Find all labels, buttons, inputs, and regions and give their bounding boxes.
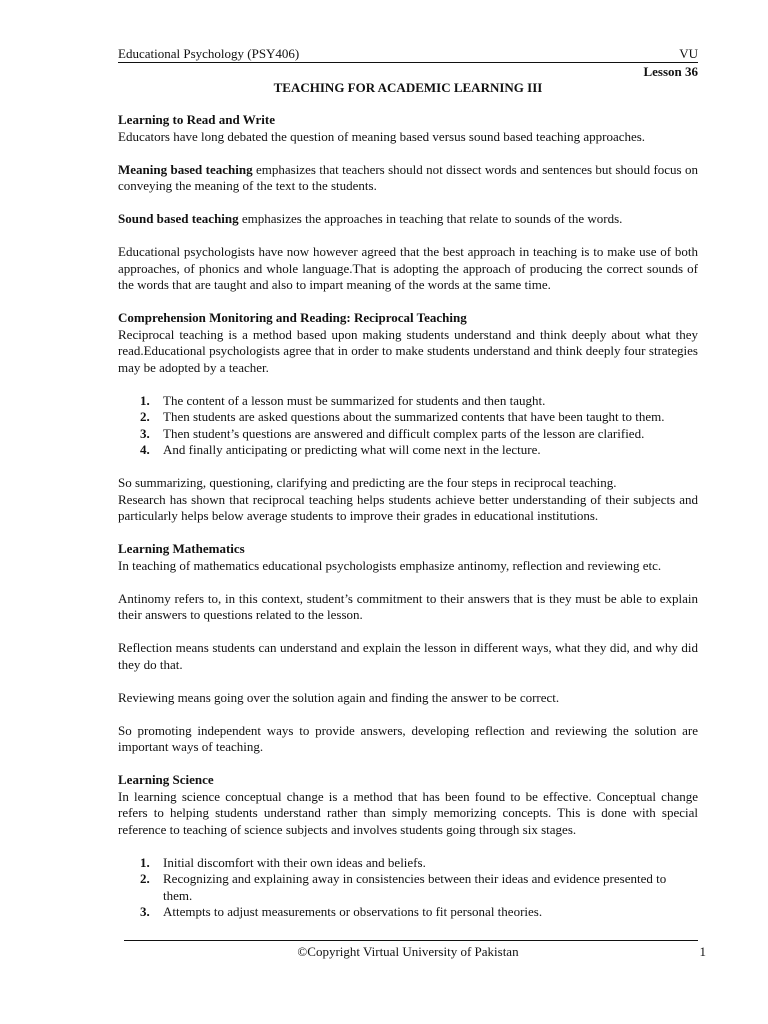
paragraph-reciprocal-intro: Reciprocal teaching is a method based upon making students understand and think deeply about what they read.Educational psychologists agree that in order to make students understand and think deeply four strategies may be adopted by a teacher. <box>118 326 698 375</box>
list-text: Then students are asked questions about the summarized contents that have been taught to them. <box>163 409 665 424</box>
list-text: Attempts to adjust measurements or observations to fit personal theories. <box>163 904 543 919</box>
list-number: 3. <box>140 425 150 441</box>
paragraph-sound-based <box>118 211 698 228</box>
paragraph-reviewing: Reviewing means going over the solution again and finding the answer to be correct. <box>118 689 560 705</box>
list-number: 4. <box>140 442 150 457</box>
list-text: Then student’s questions are answered and difficult complex parts of the lesson are clarified. <box>163 425 645 441</box>
course-title: Educational Psychology (PSY406) <box>118 46 300 61</box>
section-heading-science: Learning Science <box>118 772 214 787</box>
list-number: 3. <box>140 904 150 919</box>
reciprocal-steps-list <box>118 393 698 459</box>
list-number: 2. <box>140 871 150 886</box>
list-number: 2. <box>140 409 150 424</box>
list-item <box>118 871 698 904</box>
copyright-notice: ©Copyright Virtual University of Pakistan <box>297 944 519 959</box>
section-heading-math: Learning Mathematics <box>118 541 245 556</box>
footer-rule <box>124 940 698 941</box>
list-item <box>118 855 698 872</box>
meaning-based-text: emphasizes that teachers should not dissect words and sentences but should focus on conveying the meaning of the text to the students. <box>118 161 698 193</box>
list-text: Recognizing and explaining away in consistencies between their ideas and evidence presented to them. <box>163 871 667 903</box>
document-body <box>118 112 698 937</box>
science-steps-list <box>118 855 698 921</box>
paragraph-math-intro: In teaching of mathematics educational psychologists emphasize antinomy, reflection and reviewing etc. <box>118 557 662 573</box>
paragraph-math-conclusion: So promoting independent ways to provide answers, developing reflection and reviewing the solution are important ways of teaching. <box>118 722 698 754</box>
list-text: And finally anticipating or predicting what will come next in the lecture. <box>163 442 541 457</box>
paragraph-agreement: Educational psychologists have now however agreed that the best approach in teaching is to make use of both approaches, of phonics and whole language.That is adopting the approach of producing the correct sounds of the words that are taught and also to impart meaning of the words at the same time. <box>118 244 698 292</box>
lesson-number: Lesson 36 <box>643 64 698 79</box>
institution-label: VU <box>679 46 698 61</box>
list-number: 1. <box>140 854 150 870</box>
list-item <box>118 442 698 459</box>
paragraph-science-intro: In learning science conceptual change is a method that has been found to be effective. Conceptual change refers to helping students understand rather than simply memorizing concepts. This is done with special reference to teaching of science subjects and involves students going through six stages. <box>118 788 698 837</box>
sound-based-text: emphasizes the approaches in teaching that relate to sounds of the words. <box>238 211 623 226</box>
paragraph-meaning-based <box>118 162 698 195</box>
paragraph-reciprocal-research: Research has shown that reciprocal teaching helps students achieve better understanding of their subjects and particularly helps below average students to improve their grades in educational institutions. <box>118 491 698 523</box>
list-item <box>118 426 698 443</box>
list-text: Initial discomfort with their own ideas and beliefs. <box>163 854 426 870</box>
list-number: 1. <box>140 392 150 408</box>
header-rule <box>118 62 698 63</box>
term-meaning-based: Meaning based teaching <box>118 161 253 177</box>
section-heading-read-write: Learning to Read and Write <box>118 112 275 127</box>
paragraph-reflection: Reflection means students can understand and explain the lesson in different ways, what they did, and why did they do that. <box>118 640 698 672</box>
paragraph-reciprocal-summary: So summarizing, questioning, clarifying and predicting are the four steps in reciprocal teaching. <box>118 475 617 490</box>
paragraph-read-write-intro: Educators have long debated the question of meaning based versus sound based teaching approaches. <box>118 128 646 144</box>
list-item <box>118 409 698 426</box>
paragraph-antinomy: Antinomy refers to, in this context, student’s commitment to their answers that is they must be able to explain their answers to questions related to the lesson. <box>118 590 698 622</box>
page-number: 1 <box>699 944 706 959</box>
term-sound-based: Sound based teaching <box>118 211 239 226</box>
list-item <box>118 393 698 410</box>
page-title: TEACHING FOR ACADEMIC LEARNING III <box>273 80 543 95</box>
section-heading-reciprocal: Comprehension Monitoring and Reading: Reciprocal Teaching <box>118 310 467 325</box>
list-text: The content of a lesson must be summarized for students and then taught. <box>163 392 546 408</box>
list-item <box>118 904 698 921</box>
